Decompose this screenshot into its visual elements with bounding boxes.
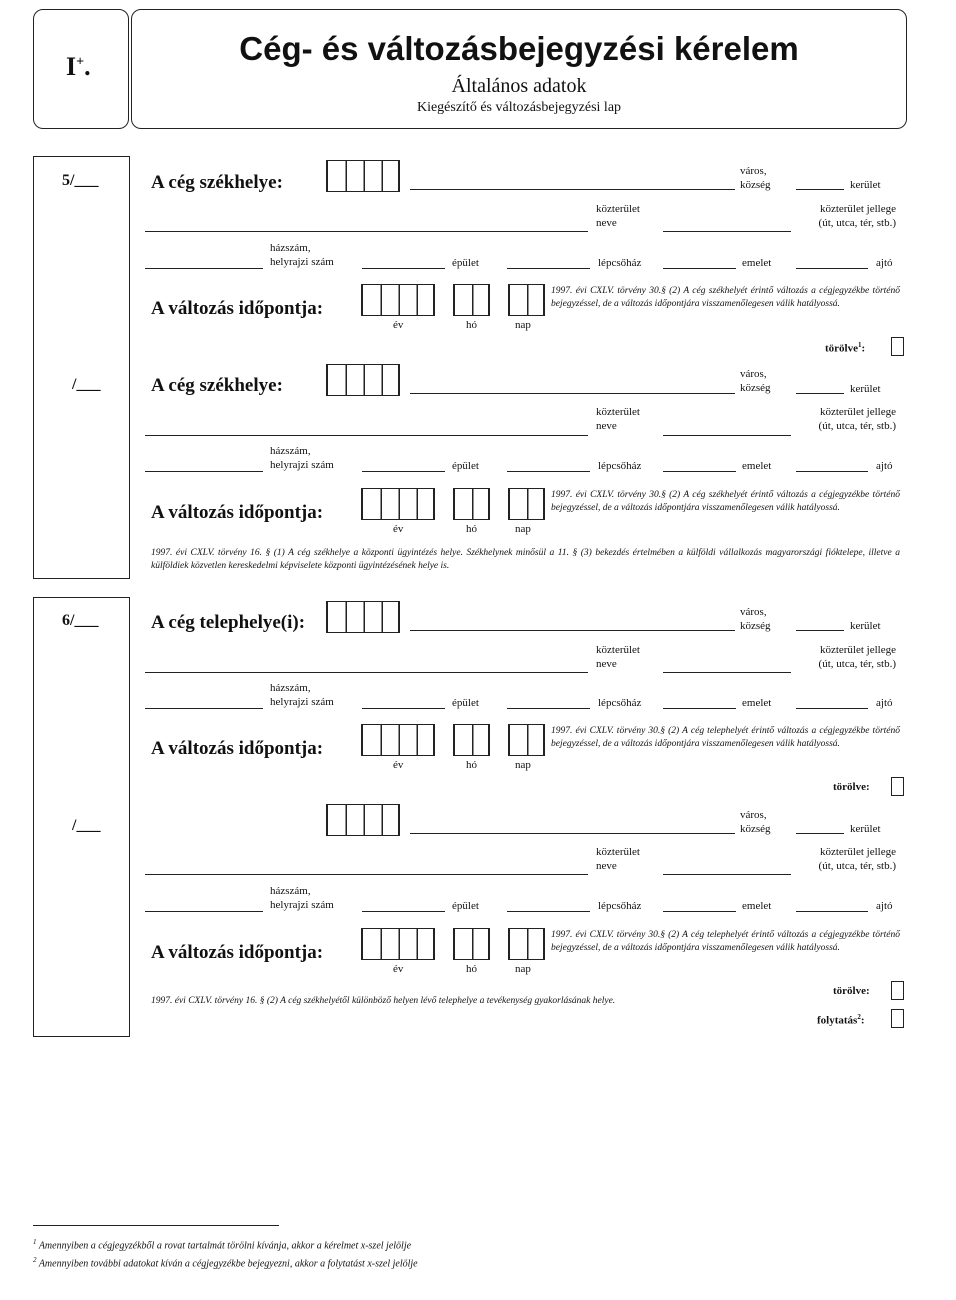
city-label: város, község [740,165,771,191]
change-date-label: A változás időpontja: [151,942,324,963]
section-5-side-box [33,156,130,579]
site-change-note: 1997. évi CXLV. törvény 30.§ (2) A cég telephelyét érintő változás a cégjegyzékbe történő bejegyzéssel, de a változás időpontjára visszamenőlegesen válik hatályossá. [551,726,900,749]
year-label: év [393,523,404,535]
deleted-checkbox[interactable] [891,337,904,356]
day-boxes[interactable] [508,928,545,960]
door-label: ajtó [876,257,893,269]
district-input[interactable] [796,833,844,834]
page-title: Cég- és változásbejegyzési kérelem [239,30,799,67]
house-number-label: házszám, helyrajzi szám [270,682,334,708]
house-number-input[interactable] [145,268,263,269]
city-input[interactable] [410,833,735,834]
change-date-label: A változás időpontja: [151,502,324,523]
house-number-input[interactable] [145,471,263,472]
month-boxes[interactable] [453,928,490,960]
section-6b-number[interactable]: /___ [72,817,101,834]
staircase-input[interactable] [507,911,590,912]
district-label: kerület [850,620,881,632]
street-type-input[interactable] [663,435,791,436]
street-name-label: közterület neve [596,406,640,432]
house-number-input[interactable] [145,911,263,912]
street-name-label: közterület neve [596,644,640,670]
building-label: épület [452,257,479,269]
street-type-input[interactable] [663,672,791,673]
month-label: hó [466,523,477,535]
month-label: hó [466,963,477,975]
site-definition-note: 1997. évi CXLV. törvény 16. § (2) A cég székhelyétől különböző helyen lévő telephelye a tevékenység gyakorlásának helye. [151,996,616,1006]
house-number-input[interactable] [145,708,263,709]
site-label: A cég telephelye(i): [151,612,306,633]
street-type-label: közterület jellege (út, utca, tér, stb.) [818,203,896,229]
year-label: év [393,963,404,975]
district-input[interactable] [796,393,844,394]
section-5b-number[interactable]: /___ [72,376,101,393]
floor-input[interactable] [663,471,736,472]
city-label: város, község [740,606,771,632]
door-input[interactable] [796,911,868,912]
district-label: kerület [850,823,881,835]
page-subtitle: Általános adatok [451,75,587,97]
deleted-label: törölve: [833,781,870,793]
building-input[interactable] [362,911,445,912]
street-type-label: közterület jellege (út, utca, tér, stb.) [818,406,896,432]
seat-definition-note: 1997. évi CXLV. törvény 16. § (1) A cég székhelye a központi ügyintézés helye. Székhelynek minősül a 11. § (3) bekezdés értelmében a külföldi vállalkozás magyarországi fióktelepe, illetve a külföldiek közvetlen kereskedelmi képviselete központi ügyintézésének helye is. [151,548,900,571]
staircase-input[interactable] [507,471,590,472]
door-label: ajtó [876,900,893,912]
house-number-label: házszám, helyrajzi szám [270,445,334,471]
street-name-input[interactable] [145,874,588,875]
footnote-1: $^1$ Amennyiben a cégjegyzékből a rovat tartalmát törölni kívánja, akkor a kérelmet x-szel jelölje [33,1238,412,1252]
city-input[interactable] [410,393,735,394]
postal-code-boxes[interactable] [326,804,400,836]
postal-code-boxes[interactable] [326,160,400,192]
street-name-label: közterület neve [596,203,640,229]
change-date-label: A változás időpontja: [151,738,324,759]
building-input[interactable] [362,268,445,269]
year-label: év [393,319,404,331]
street-type-input[interactable] [663,231,791,232]
month-label: hó [466,759,477,771]
floor-label: emelet [742,257,772,269]
street-name-label: közterület neve [596,846,640,872]
building-input[interactable] [362,471,445,472]
deleted-checkbox[interactable] [891,777,904,796]
door-label: ajtó [876,697,893,709]
staircase-input[interactable] [507,268,590,269]
postal-code-boxes[interactable] [326,601,400,633]
building-label: épület [452,697,479,709]
day-boxes[interactable] [508,488,545,520]
building-label: épület [452,460,479,472]
door-label: ajtó [876,460,893,472]
city-label: város, község [740,368,771,394]
form-code: I+. [66,52,91,81]
street-type-label: közterület jellege (út, utca, tér, stb.) [818,644,896,670]
year-boxes[interactable] [361,724,435,756]
staircase-label: lépcsőház [598,900,642,912]
section-5-number[interactable]: 5/___ [62,172,99,189]
deleted-label: törölve: [833,985,870,997]
staircase-label: lépcsőház [598,697,642,709]
staircase-label: lépcsőház [598,460,642,472]
district-input[interactable] [796,630,844,631]
city-input[interactable] [410,630,735,631]
seat-label: A cég székhelye: [151,375,283,396]
building-input[interactable] [362,708,445,709]
street-type-input[interactable] [663,874,791,875]
floor-label: emelet [742,460,772,472]
deleted-checkbox[interactable] [891,981,904,1000]
day-boxes[interactable] [508,284,545,316]
street-name-input[interactable] [145,231,588,232]
section-6-number[interactable]: 6/___ [62,612,99,629]
page-subsubtitle: Kiegészítő és változásbejegyzési lap [416,100,622,115]
house-number-label: házszám, helyrajzi szám [270,885,334,911]
floor-label: emelet [742,900,772,912]
continuation-checkbox[interactable] [891,1009,904,1028]
staircase-label: lépcsőház [598,257,642,269]
street-name-input[interactable] [145,672,588,673]
footnote-divider [33,1225,279,1226]
year-boxes[interactable] [361,488,435,520]
footnote-2: $^2$ Amennyiben további adatokat kíván a cégjegyzékbe bejegyezni, akkor a folytatást x-szel jelölje [33,1256,418,1270]
day-label: nap [515,759,531,771]
year-boxes[interactable] [361,928,435,960]
deleted-label: törölve$^1$: [825,341,866,355]
year-label: év [393,759,404,771]
day-label: nap [515,319,531,331]
house-number-label: házszám, helyrajzi szám [270,242,334,268]
city-label: város, község [740,809,771,835]
continuation-label: folytatás$^2$: [817,1013,865,1027]
floor-input[interactable] [663,268,736,269]
site-change-note: 1997. évi CXLV. törvény 30.§ (2) A cég telephelyét érintő változás a cégjegyzékbe történő bejegyzéssel, de a változás időpontjára visszamenőlegesen válik hatályossá. [551,930,900,953]
day-boxes[interactable] [508,724,545,756]
staircase-input[interactable] [507,708,590,709]
district-input[interactable] [796,189,844,190]
street-name-input[interactable] [145,435,588,436]
door-input[interactable] [796,471,868,472]
day-label: nap [515,523,531,535]
change-date-label: A változás időpontja: [151,298,324,319]
month-boxes[interactable] [453,284,490,316]
floor-label: emelet [742,697,772,709]
year-boxes[interactable] [361,284,435,316]
building-label: épület [452,900,479,912]
street-type-label: közterület jellege (út, utca, tér, stb.) [818,846,896,872]
month-boxes[interactable] [453,488,490,520]
district-label: kerület [850,383,881,395]
floor-input[interactable] [663,911,736,912]
day-label: nap [515,963,531,975]
postal-code-boxes[interactable] [326,364,400,396]
month-label: hó [466,319,477,331]
seat-change-note: 1997. évi CXLV. törvény 30.§ (2) A cég székhelyét érintő változás a cégjegyzékbe történő bejegyzéssel, de a változás időpontjára visszamenőlegesen válik hatályossá. [551,286,900,309]
seat-label: A cég székhelye: [151,172,283,193]
city-input[interactable] [410,189,735,190]
district-label: kerület [850,179,881,191]
door-input[interactable] [796,268,868,269]
month-boxes[interactable] [453,724,490,756]
seat-change-note: 1997. évi CXLV. törvény 30.§ (2) A cég székhelyét érintő változás a cégjegyzékbe történő bejegyzéssel, de a változás időpontjára visszamenőlegesen válik hatályossá. [551,490,900,513]
floor-input[interactable] [663,708,736,709]
door-input[interactable] [796,708,868,709]
